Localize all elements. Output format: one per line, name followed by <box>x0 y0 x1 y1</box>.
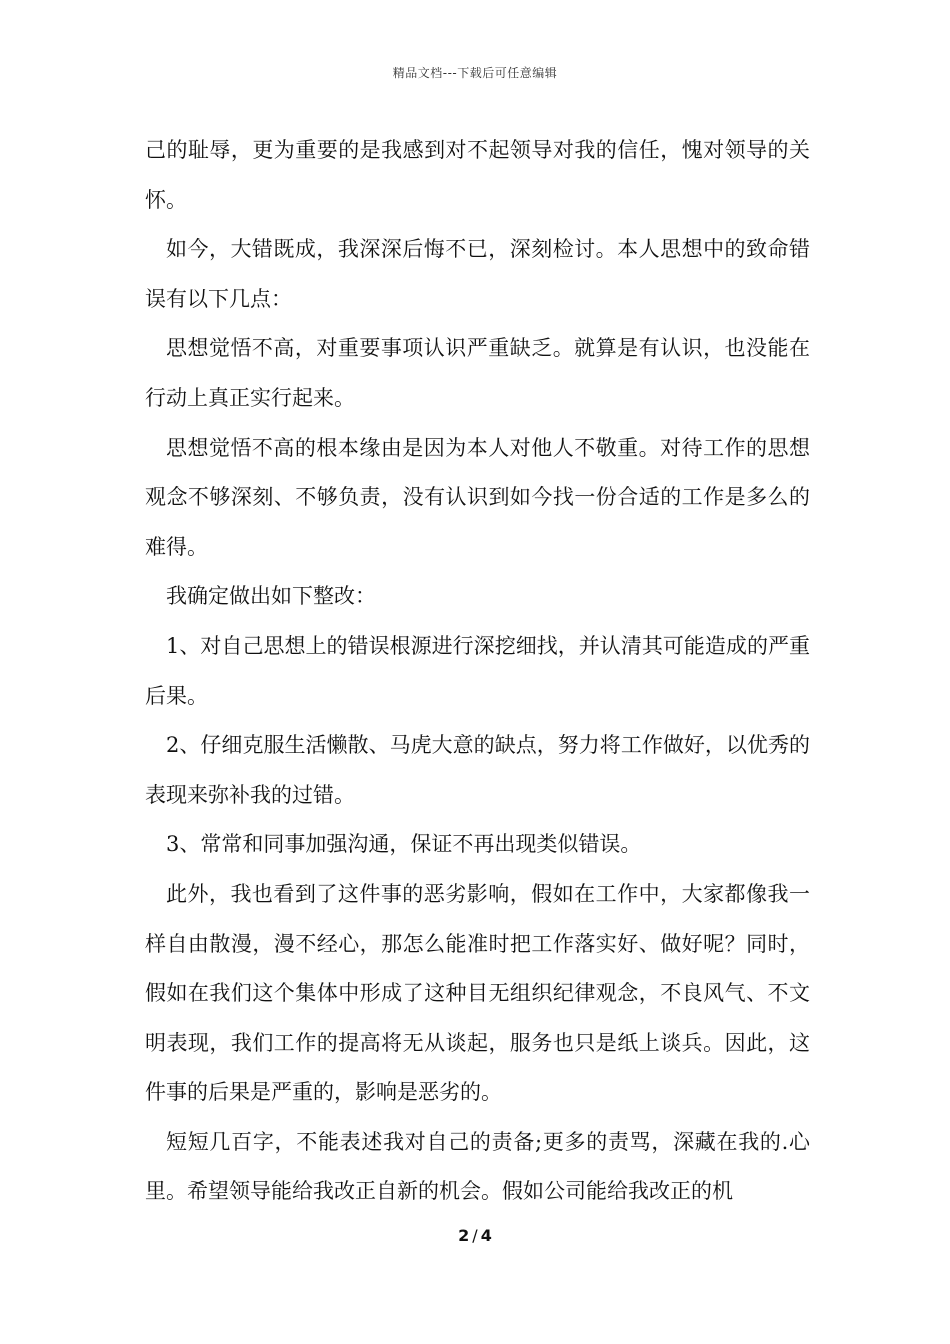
page-number <box>0 1226 950 1245</box>
paragraph: 如今，大错既成，我深深后悔不已，深刻检讨。本人思想中的致命错误有以下几点： <box>145 237 810 311</box>
page-header: 精品文档---下载后可任意编辑 <box>392 66 558 80</box>
paragraph: 己的耻辱，更为重要的是我感到对不起领导对我的信任，愧对领导的关怀。 <box>145 138 810 212</box>
list-item: 2、仔细克服生活懒散、马虎大意的缺点，努力将工作做好，以优秀的表现来弥补我的过错。 <box>145 733 810 807</box>
document-body <box>145 126 810 1217</box>
page-separator: / <box>472 1226 478 1245</box>
list-item: 1、对自己思想上的错误根源进行深挖细找，并认清其可能造成的严重后果。 <box>145 633 810 708</box>
total-pages-number: 4 <box>480 1226 492 1245</box>
paragraph: 我确定做出如下整改： <box>166 584 376 609</box>
paragraph: 此外，我也看到了这件事的恶劣影响，假如在工作中，大家都像我一样自由散漫，漫不经心，那怎么能准时把工作落实好、做好呢？同时，假如在我们这个集体中形成了这种目无组织纪律观念，不良风气、不文明表现，我们工作的提高将无从谈起，服务也只是纸上谈兵。因此，这件事的后果是严重的，影响是恶劣的。 <box>145 881 810 1105</box>
list-item: 3、常常和同事加强沟通，保证不再出现类似错误。 <box>166 832 642 857</box>
current-page-number: 2 <box>458 1226 470 1245</box>
paragraph: 思想觉悟不高，对重要事项认识严重缺乏。就算是有认识，也没能在行动上真正实行起来。 <box>145 336 810 410</box>
paragraph: 思想觉悟不高的根本缘由是因为本人对他人不敬重。对待工作的思想观念不够深刻、不够负责，没有认识到如今找一份合适的工作是多么的难得。 <box>145 435 810 559</box>
paragraph: 短短几百字，不能表述我对自己的责备;更多的责骂，深藏在我的.心里。希望领导能给我改正自新的机会。假如公司能给我改正的机 <box>145 1129 810 1204</box>
